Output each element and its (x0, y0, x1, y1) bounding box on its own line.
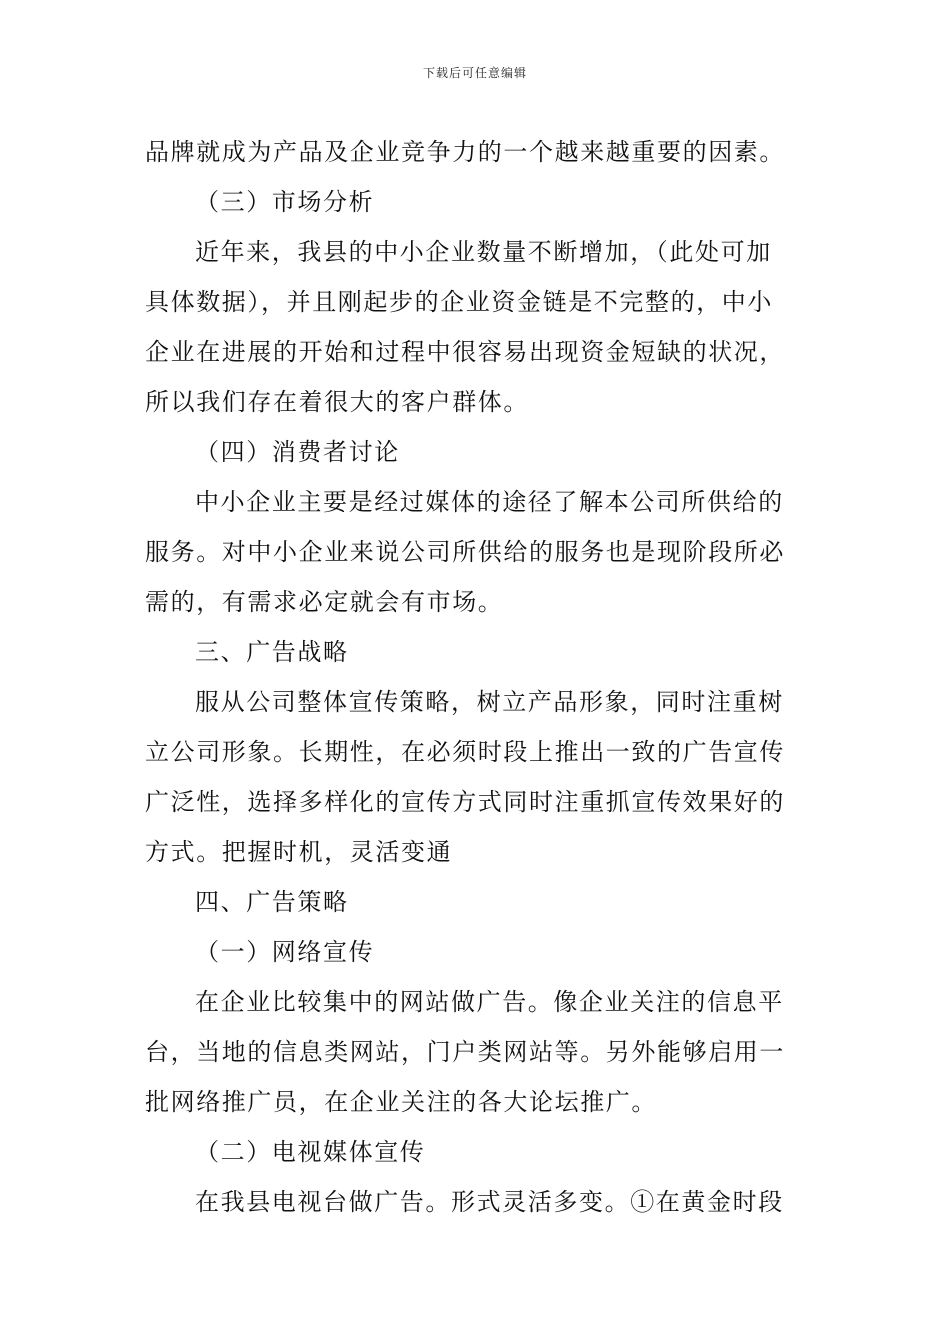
text-line: 服从公司整体宣传策略，树立产品形象，同时注重树 (195, 688, 784, 716)
text-line: 广泛性，选择多样化的宣传方式同时注重抓宣传效果好的 (145, 788, 785, 816)
text-line: 台，当地的信息类网站，门户类网站等。另外能够启用一 (145, 1038, 785, 1066)
text-line: 企业在进展的开始和过程中很容易出现资金短缺的状况， (145, 338, 785, 366)
text-line: 近年来，我县的中小企业数量不断增加，（此处可加 (195, 238, 772, 266)
text-line: 三、广告战略 (195, 638, 349, 666)
page-header: 下载后可任意编辑 (422, 66, 527, 80)
text-line: （二）电视媒体宣传 (195, 1138, 426, 1166)
text-line: 在我县电视台做广告。形式灵活多变。①在黄金时段 (195, 1188, 784, 1216)
text-line: 品牌就成为产品及企业竞争力的一个越来越重要的因素。 (145, 138, 785, 166)
text-line: （四）消费者讨论 (195, 438, 400, 466)
text-line: 具体数据），并且刚起步的企业资金链是不完整的，中小 (145, 288, 773, 316)
text-line: 立公司形象。长期性，在必须时段上推出一致的广告宣传 (145, 738, 785, 766)
text-line: 中小企业主要是经过媒体的途径了解本公司所供给的 (195, 488, 784, 516)
text-line: 服务。对中小企业来说公司所供给的服务也是现阶段所必 (145, 538, 785, 566)
text-line: 需的，有需求必定就会有市场。 (145, 588, 504, 616)
text-line: （三）市场分析 (195, 188, 375, 216)
text-line: （一）网络宣传 (195, 938, 375, 966)
text-line: 四、广告策略 (195, 888, 349, 916)
text-line: 在企业比较集中的网站做广告。像企业关注的信息平 (195, 988, 784, 1016)
text-line: 批网络推广员，在企业关注的各大论坛推广。 (145, 1088, 657, 1116)
text-line: 方式。把握时机，灵活变通 (145, 838, 453, 866)
text-line: 所以我们存在着很大的客户群体。 (145, 388, 529, 416)
document-body (145, 127, 810, 1227)
